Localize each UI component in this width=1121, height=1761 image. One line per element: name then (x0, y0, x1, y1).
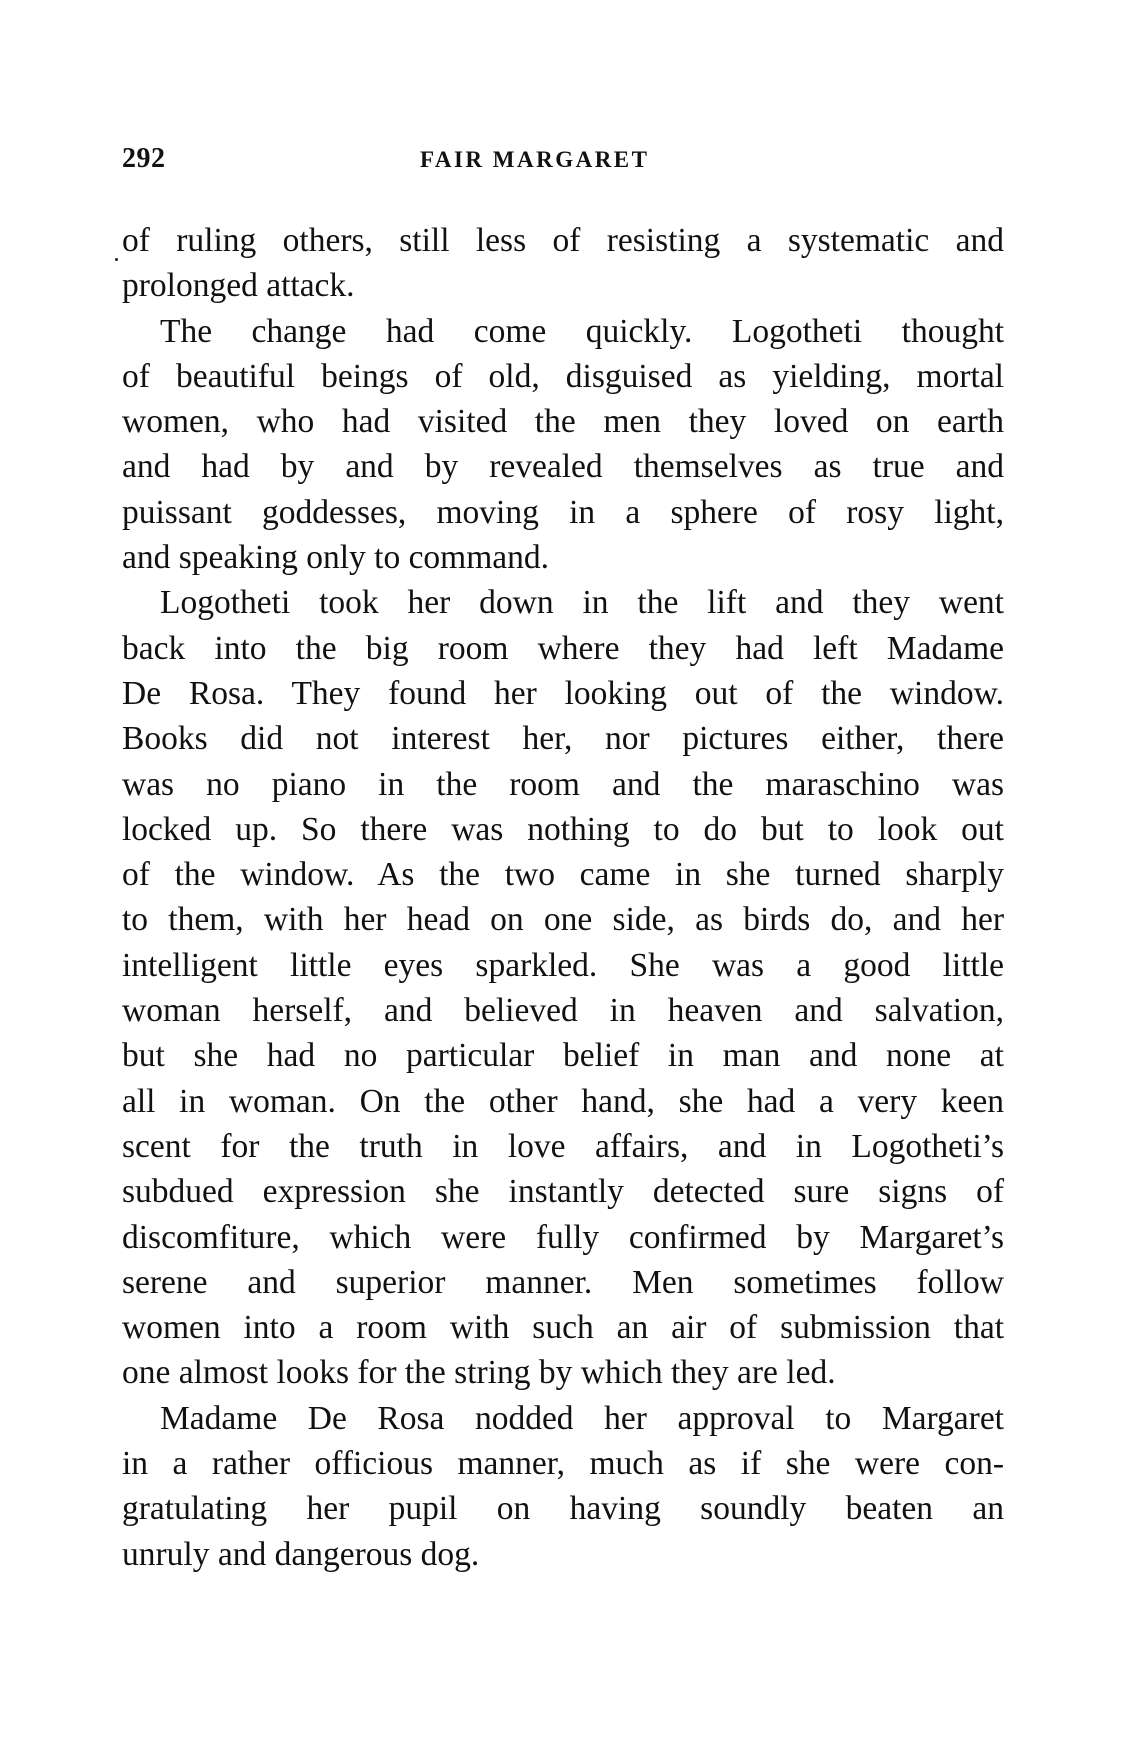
text-line: all in woman. On the other hand, she had a very keen (122, 1082, 1004, 1120)
text-line: Books did not interest her, nor pictures either, there (122, 720, 1004, 758)
text-line: one almost looks for the string by which they are led. (122, 1354, 836, 1392)
text-line: unruly and dangerous dog. (122, 1535, 480, 1573)
text-line: De Rosa. They found her looking out of the window. (122, 674, 1004, 712)
text-line: intelligent little eyes sparkled. She was a good little (122, 946, 1004, 984)
text-line: of the window. As the two came in she turned sharply (122, 856, 1004, 894)
text-line: subdued expression she instantly detected sure signs of (122, 1173, 1004, 1211)
body-text (122, 218, 1004, 1577)
text-line: The change had come quickly. Logotheti thought (160, 312, 1004, 350)
text-line: prolonged attack. (122, 267, 355, 305)
text-line: of ruling others, still less of resisting a systematic and (122, 222, 1004, 259)
running-title: FAIR MARGARET (420, 147, 650, 172)
text-line: back into the big room where they had left Madame (122, 629, 1004, 667)
text-line: to them, with her head on one side, as birds do, and her (122, 901, 1004, 939)
text-line: was no piano in the room and the maraschino was (122, 765, 1004, 803)
text-line: of beautiful beings of old, disguised as yielding, mortal (122, 357, 1004, 395)
text-line: serene and superior manner. Men sometimes follow (122, 1263, 1004, 1301)
text-line: Logotheti took her down in the lift and they went (160, 584, 1004, 622)
margin-speck (115, 258, 118, 261)
page-number: 292 (122, 143, 166, 174)
text-line: and had by and by revealed themselves as true and (122, 448, 1004, 486)
text-line: but she had no particular belief in man and none at (122, 1037, 1004, 1075)
text-line: scent for the truth in love affairs, and in Logotheti’s (122, 1127, 1004, 1165)
text-line: and speaking only to command. (122, 539, 550, 577)
text-line: in a rather officious manner, much as if she were con- (122, 1445, 1004, 1483)
running-head (122, 143, 1004, 173)
text-line: puissant goddesses, moving in a sphere of rosy light, (122, 493, 1004, 531)
text-line: woman herself, and believed in heaven and salvation, (122, 992, 1004, 1030)
text-line: locked up. So there was nothing to do but to look out (122, 810, 1004, 848)
text-line: women, who had visited the men they loved on earth (122, 403, 1004, 441)
text-line: women into a room with such an air of submission that (122, 1309, 1004, 1347)
text-line: gratulating her pupil on having soundly beaten an (122, 1490, 1004, 1528)
text-line: discomfiture, which were fully confirmed by Margaret’s (122, 1218, 1004, 1256)
text-line: Madame De Rosa nodded her approval to Margaret (160, 1399, 1004, 1437)
